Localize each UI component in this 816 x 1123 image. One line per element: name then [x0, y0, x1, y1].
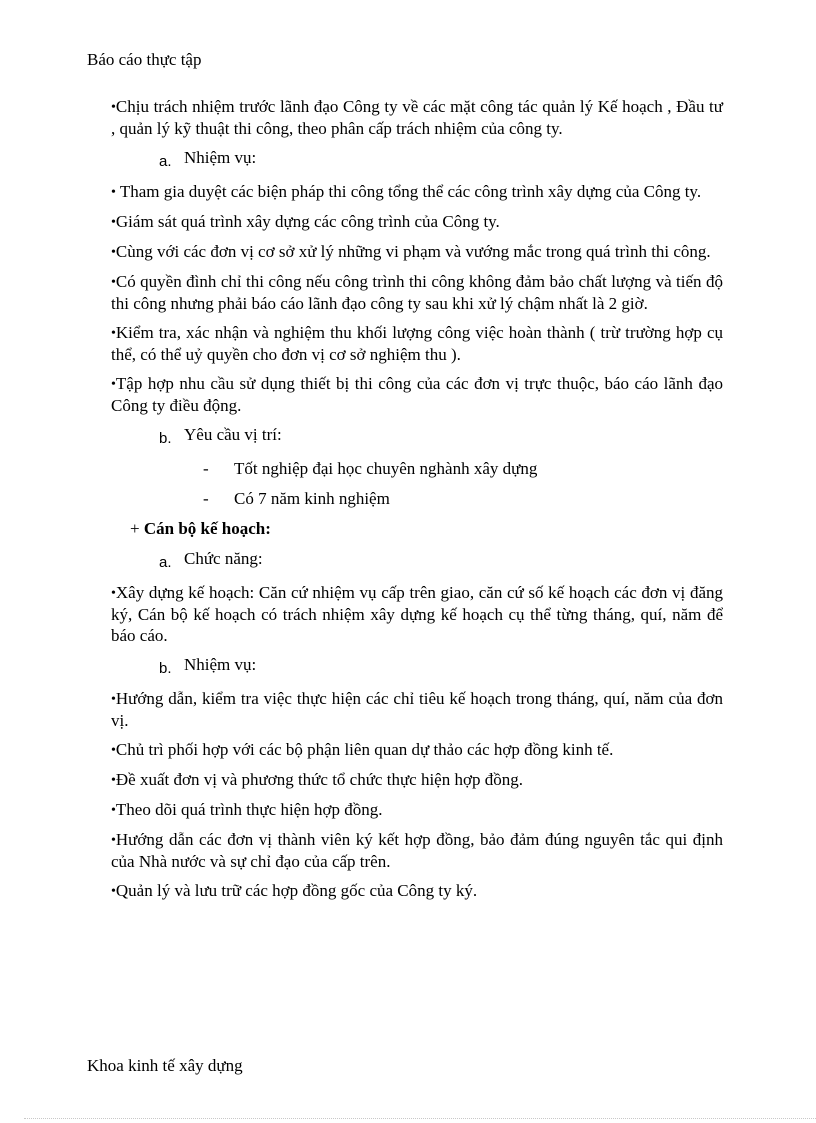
bullet-icon: •	[111, 773, 116, 788]
section-heading-planning-officer	[130, 518, 723, 539]
list-item	[111, 582, 723, 646]
list-item-text: Hướng dẫn, kiểm tra việc thực hiện các chỉ tiêu kế hoạch trong tháng, quí, năm của đơn vị.	[111, 689, 723, 730]
list-item	[111, 829, 723, 872]
list-item	[111, 271, 723, 314]
list-item-text: Chủ trì phối hợp với các bộ phận liên quan dự thảo các hợp đồng kinh tế.	[115, 740, 614, 759]
bullet-icon: •	[111, 275, 116, 290]
sub-heading-duties-2	[159, 654, 723, 679]
sub-heading-text: Nhiệm vụ:	[184, 148, 257, 167]
bullet-icon: •	[111, 586, 116, 601]
list-item-text: Giám sát quá trình xây dựng các công trình của Công ty.	[115, 212, 500, 231]
bullet-icon: •	[111, 377, 116, 392]
list-item	[111, 880, 723, 902]
list-item-text: Xây dựng kế hoạch: Căn cứ nhiệm vụ cấp trên giao, căn cứ số kế hoạch các đơn vị đăng ký, Cán bộ kế hoạch có trách nhiệm xây dựng kế hoạch cụ thể từng tháng, quí, năm để báo cáo.	[111, 583, 723, 645]
bullet-icon: •	[111, 692, 116, 707]
list-item	[111, 769, 723, 791]
list-item-text: Quản lý và lưu trữ các hợp đồng gốc của Công ty ký.	[115, 881, 478, 900]
list-item-text: Cùng với các đơn vị cơ sở xử lý những vi phạm và vướng mắc trong quá trình thi công.	[115, 242, 711, 261]
bullet-icon: •	[111, 743, 116, 758]
bullet-icon: •	[111, 803, 116, 818]
sub-heading-letter: a.	[159, 153, 172, 170]
list-item	[111, 799, 723, 821]
document-body	[111, 96, 723, 910]
list-item	[111, 241, 723, 263]
list-item-text: Hướng dẫn các đơn vị thành viên ký kết hợp đồng, bảo đảm đúng nguyên tắc qui định của Nhà nước và sự chỉ đạo của cấp trên.	[111, 830, 723, 871]
bullet-icon: •	[111, 326, 116, 341]
sub-heading-letter: b.	[159, 430, 172, 447]
list-item	[111, 739, 723, 761]
requirement-text: Tốt nghiệp đại học chuyên nghành xây dựng	[234, 459, 538, 478]
requirement-item	[203, 458, 723, 479]
bullet-icon: •	[111, 215, 116, 230]
list-item-text: Kiểm tra, xác nhận và nghiệm thu khối lượng công việc hoàn thành ( trừ trường hợp cụ thể, có thể uỷ quyền cho đơn vị cơ sở nghiệm thu ).	[111, 323, 723, 364]
page-header: Báo cáo thực tập	[87, 50, 202, 69]
bullet-icon: •	[111, 185, 116, 200]
bullet-icon: •	[111, 100, 116, 115]
sub-heading-text: Nhiệm vụ:	[184, 655, 257, 674]
list-item-text: Tập hợp nhu cầu sử dụng thiết bị thi công của các đơn vị trực thuộc, báo cáo lãnh đạo Công ty điều động.	[111, 374, 723, 415]
sub-heading-function	[159, 548, 723, 573]
list-item	[111, 322, 723, 365]
list-item	[111, 211, 723, 233]
sub-heading-text: Yêu cầu vị trí:	[184, 425, 282, 444]
list-item-text: Có quyền đình chỉ thi công nếu công trình thi công không đảm bảo chất lượng và tiến độ thi công nhưng phải báo cáo lãnh đạo công ty sau khi xử lý chậm nhất là 2 giờ.	[111, 272, 723, 313]
page-boundary-divider	[24, 1118, 816, 1119]
bullet-icon: •	[111, 833, 116, 848]
page-footer: Khoa kinh tế xây dựng	[87, 1056, 243, 1075]
requirement-item	[203, 488, 723, 509]
section-heading-text: Cán bộ kế hoạch:	[143, 519, 271, 538]
sub-heading-text: Chức năng:	[184, 549, 263, 568]
bullet-icon: •	[111, 884, 116, 899]
bullet-icon: •	[111, 245, 116, 260]
dash-marker: -	[203, 489, 209, 508]
list-item-text: Theo dõi quá trình thực hiện hợp đồng.	[115, 800, 383, 819]
list-item	[111, 688, 723, 731]
sub-heading-requirements	[159, 424, 723, 449]
requirement-text: Có 7 năm kinh nghiệm	[234, 489, 390, 508]
list-item-text: Tham gia duyệt các biện pháp thi công tổng thể các công trình xây dựng của Công ty.	[119, 182, 702, 201]
list-item-text: Đề xuất đơn vị và phương thức tổ chức thực hiện hợp đồng.	[115, 770, 523, 789]
intro-bullet-item	[111, 96, 723, 139]
list-item	[111, 373, 723, 416]
sub-heading-duties	[159, 147, 723, 172]
dash-marker: -	[203, 459, 209, 478]
sub-heading-letter: a.	[159, 554, 172, 571]
list-item-text: Chịu trách nhiệm trước lãnh đạo Công ty về các mặt công tác quản lý Kế hoạch , Đầu tư , quản lý kỹ thuật thi công, theo phân cấp trách nhiệm của công ty.	[111, 97, 723, 138]
sub-heading-letter: b.	[159, 660, 172, 677]
plus-marker: +	[130, 519, 140, 538]
list-item	[111, 181, 723, 203]
